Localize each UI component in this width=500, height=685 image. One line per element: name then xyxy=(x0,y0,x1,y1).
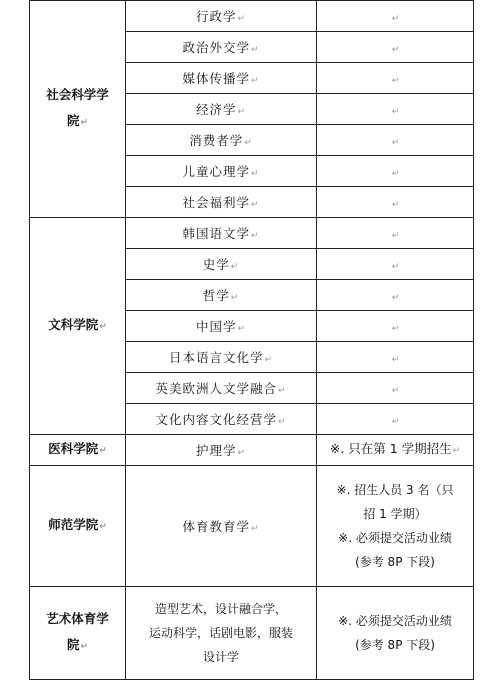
college-major-table xyxy=(29,0,474,680)
note-cell: ↵ xyxy=(317,187,474,218)
table-row xyxy=(30,218,474,249)
note-cell: ↵ xyxy=(317,249,474,280)
table-row xyxy=(30,1,474,32)
major-cell: 史学↵ xyxy=(126,249,317,280)
major-cell: 韩国语文学↵ xyxy=(126,218,317,249)
major-cell: 英美欧洲人文学融合↵ xyxy=(126,373,317,404)
major-cell: 日本语言文化学↵ xyxy=(126,342,317,373)
note-cell: ※. 只在第 1 学期招生↵ xyxy=(317,435,474,466)
note-cell: ※. 招生人员 3 名（只 招 1 学期） ※. 必须提交活动业绩 (参考 8P 下段) xyxy=(317,466,474,587)
note-cell: ↵ xyxy=(317,156,474,187)
table-row xyxy=(30,435,474,466)
note-cell: ↵ xyxy=(317,280,474,311)
note-cell: ↵ xyxy=(317,94,474,125)
note-cell: ↵ xyxy=(317,32,474,63)
college-education: 师范学院↵ xyxy=(30,466,126,587)
major-cell: 中国学↵ xyxy=(126,311,317,342)
major-cell: 儿童心理学↵ xyxy=(126,156,317,187)
note-cell: ↵ xyxy=(317,342,474,373)
college-medicine: 医科学院↵ xyxy=(30,435,126,466)
college-arts-pe: 艺术体育学 院↵ xyxy=(30,587,126,680)
note-cell: ↵ xyxy=(317,63,474,94)
major-cell: 行政学↵ xyxy=(126,1,317,32)
major-cell: 经济学↵ xyxy=(126,94,317,125)
note-cell: ※. 必须提交活动业绩 (参考 8P 下段) xyxy=(317,587,474,680)
table-row xyxy=(30,587,474,680)
note-cell: ↵ xyxy=(317,311,474,342)
major-cell: 社会福利学↵ xyxy=(126,187,317,218)
college-social-sciences: 社会科学学 院↵ xyxy=(30,1,126,218)
major-cell: 造型艺术，设计融合学， 运动科学，话剧电影，服装 设计学 xyxy=(126,587,317,680)
major-cell: 消费者学↵ xyxy=(126,125,317,156)
major-cell: 文化内容文化经营学↵ xyxy=(126,404,317,435)
table-row xyxy=(30,466,474,587)
major-cell: 护理学↵ xyxy=(126,435,317,466)
college-liberal-arts: 文科学院↵ xyxy=(30,218,126,435)
major-cell: 媒体传播学↵ xyxy=(126,63,317,94)
note-cell: ↵ xyxy=(317,404,474,435)
note-cell: ↵ xyxy=(317,373,474,404)
note-cell: ↵ xyxy=(317,218,474,249)
major-cell: 政治外交学↵ xyxy=(126,32,317,63)
note-cell: ↵ xyxy=(317,1,474,32)
major-cell: 体育教育学↵ xyxy=(126,466,317,587)
major-cell: 哲学↵ xyxy=(126,280,317,311)
note-cell: ↵ xyxy=(317,125,474,156)
